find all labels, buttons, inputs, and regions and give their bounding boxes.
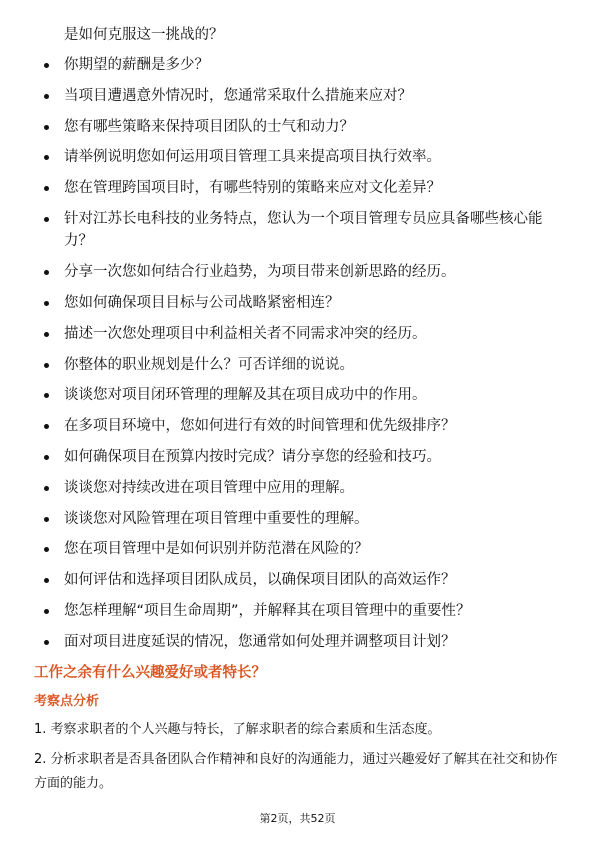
bullet-icon xyxy=(44,424,49,429)
question-item xyxy=(0,354,595,377)
question-text: 面对项目进度延误的情况，您通常如何处理并调整项目计划？ xyxy=(64,633,456,650)
analysis-heading: 考察点分析 xyxy=(34,694,100,709)
question-item xyxy=(0,177,595,200)
question-text: 你整体的职业规划是什么？可否详细的说说。 xyxy=(64,356,354,373)
question-text: 当项目遭遇意外情况时，您通常采取什么措施来应对？ xyxy=(64,87,412,104)
bullet-icon xyxy=(44,363,49,368)
question-item xyxy=(0,569,595,592)
bullet-icon xyxy=(44,640,49,645)
analysis-point: 2. 分析求职者是否具备团队合作精神和良好的沟通能力，通过兴趣爱好了解其在社交和协作方面的能力。 xyxy=(34,752,558,791)
question-item xyxy=(0,477,595,500)
bullet-icon xyxy=(44,578,49,583)
question-item xyxy=(0,116,595,139)
bullet-icon xyxy=(44,486,49,491)
bullet-icon xyxy=(44,155,49,160)
question-text: 如何评估和选择项目团队成员，以确保项目团队的高效运作？ xyxy=(64,572,456,589)
bullet-icon xyxy=(44,125,49,130)
bullet-icon xyxy=(44,217,49,222)
question-text: 针对江苏长电科技的业务特点，您认为一个项目管理专员应具备哪些核心能力？ xyxy=(64,210,543,250)
question-item xyxy=(0,54,595,77)
bullet-icon xyxy=(44,547,49,552)
page-number: 第2页，共52页 xyxy=(259,812,336,825)
question-item xyxy=(0,85,595,108)
question-text: 谈谈您对风险管理在项目管理中重要性的理解。 xyxy=(64,510,369,527)
question-text: 请举例说明您如何运用项目管理工具来提高项目执行效率。 xyxy=(64,149,441,166)
bullet-icon xyxy=(44,301,49,306)
question-text: 您怎样理解“项目生命周期”，并解释其在项目管理中的重要性？ xyxy=(64,603,471,620)
bullet-icon xyxy=(44,63,49,68)
analysis-points xyxy=(34,718,564,802)
question-text: 您在项目管理中是如何识别并防范潜在风险的？ xyxy=(64,541,369,558)
bullet-icon xyxy=(44,609,49,614)
question-text: 你期望的薪酬是多少？ xyxy=(64,57,209,73)
question-text: 您如何确保项目目标与公司战略紧密相连？ xyxy=(64,295,340,312)
question-item xyxy=(0,538,595,561)
question-item xyxy=(0,600,595,623)
bullet-icon xyxy=(44,270,49,275)
section-heading: 工作之余有什么兴趣爱好或者特长？ xyxy=(34,665,266,681)
question-item xyxy=(0,208,595,253)
question-text: 分享一次您如何结合行业趋势，为项目带来创新思路的经历。 xyxy=(64,264,456,281)
question-item xyxy=(0,446,595,469)
question-item xyxy=(0,292,595,315)
question-item xyxy=(0,508,595,531)
question-text: 如何确保项目在预算内按时完成？请分享您的经验和技巧。 xyxy=(64,449,441,466)
bullet-icon xyxy=(44,332,49,337)
continued-question-text: 是如何克服这一挑战的？ xyxy=(64,27,224,43)
question-item xyxy=(0,384,595,407)
analysis-point: 1. 考察求职者的个人兴趣与特长，了解求职者的综合素质和生活态度。 xyxy=(34,722,441,737)
question-text: 您有哪些策略来保持项目团队的士气和动力？ xyxy=(64,118,354,135)
question-text: 谈谈您对持续改进在项目管理中应用的理解。 xyxy=(64,479,354,496)
question-list xyxy=(0,54,595,662)
question-text: 描述一次您处理项目中利益相关者不同需求冲突的经历。 xyxy=(64,325,427,342)
bullet-icon xyxy=(44,455,49,460)
bullet-icon xyxy=(44,94,49,99)
question-text: 在多项目环境中，您如何进行有效的时间管理和优先级排序？ xyxy=(64,418,456,435)
question-item xyxy=(0,323,595,346)
question-item xyxy=(0,631,595,654)
bullet-icon xyxy=(44,186,49,191)
bullet-icon xyxy=(44,393,49,398)
question-text: 谈谈您对项目闭环管理的理解及其在项目成功中的作用。 xyxy=(64,387,427,404)
question-text: 您在管理跨国项目时，有哪些特别的策略来应对文化差异？ xyxy=(64,180,441,197)
question-item xyxy=(0,261,595,284)
bullet-icon xyxy=(44,517,49,522)
question-item xyxy=(0,415,595,438)
question-item xyxy=(0,146,595,169)
